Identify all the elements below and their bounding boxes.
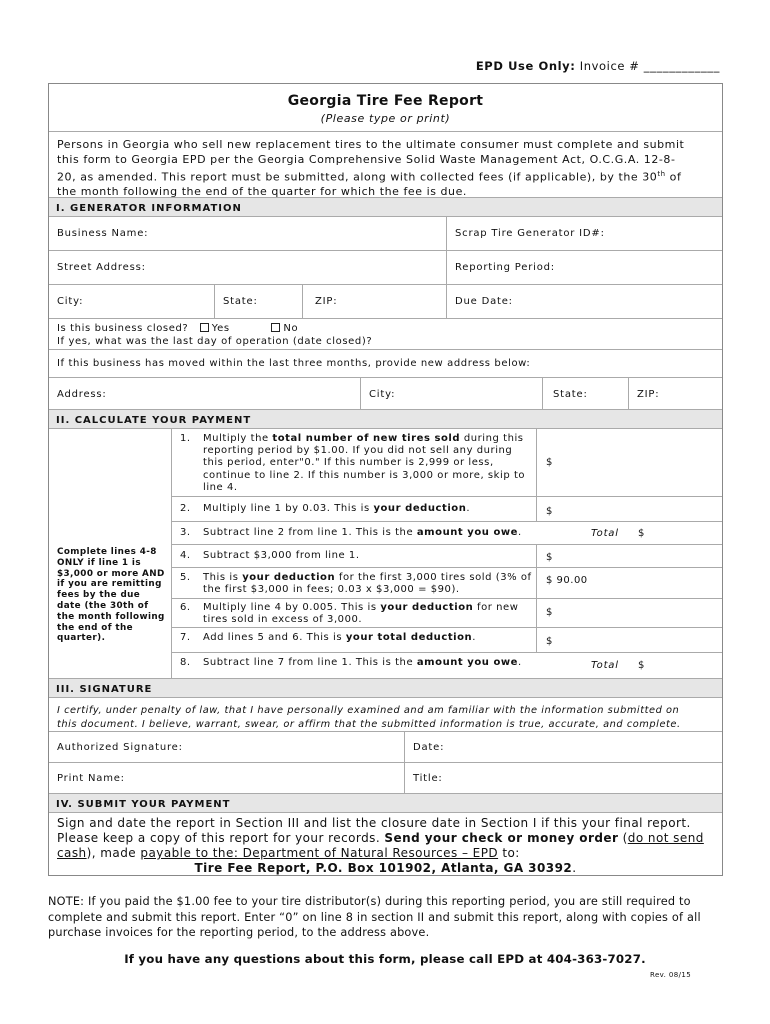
street-row <box>49 251 722 285</box>
calc-line-5-text <box>203 572 533 596</box>
calc-line-2-number: 2. <box>180 503 191 514</box>
calc-line-7-text <box>203 632 533 644</box>
calc-line-4-dollar: $ <box>546 552 553 563</box>
yes-label: Yes <box>211 323 230 334</box>
calc-line-3-total-label: Total <box>591 528 619 539</box>
calc-line-6 <box>172 599 722 628</box>
closed-question-line <box>57 323 722 336</box>
calc-line-5-pre: This is <box>203 572 243 583</box>
form-title: Georgia Tire Fee Report <box>287 93 484 109</box>
form-header <box>49 84 722 132</box>
new-address-field[interactable]: Address: <box>49 378 361 409</box>
calc-line-6-number: 6. <box>180 602 191 613</box>
footer-note <box>48 894 728 941</box>
date-field[interactable]: Date: <box>413 742 445 753</box>
calc-line-3-text <box>203 527 533 539</box>
footer-note-line-3: purchase invoices for the reporting period, to the address above. <box>48 926 430 939</box>
calc-line-5 <box>172 568 722 599</box>
calc-line-7-dollar: $ <box>546 636 553 647</box>
submit-line-3-cash: cash <box>57 846 87 860</box>
submit-line-3a: ), made <box>86 846 141 860</box>
calc-line-1-text <box>203 433 533 494</box>
submit-line-1: Sign and date the report in Section III and list the closure date in Section I if this your final report. <box>57 816 691 830</box>
state-field[interactable]: State: <box>215 285 303 318</box>
new-zip-field[interactable]: ZIP: <box>637 389 660 400</box>
calc-line-3 <box>172 522 722 545</box>
submit-line-3-payable: payable to the: Department of Natural Resources – EPD <box>140 846 499 860</box>
intro-text <box>49 132 722 198</box>
calc-line-8-text <box>203 657 533 669</box>
yes-checkbox[interactable] <box>200 323 209 332</box>
calc-line-1-pre: Multiply the <box>203 433 273 444</box>
calc-line-1-bold: total number of new tires sold <box>272 433 461 444</box>
new-state-field[interactable]: State: <box>543 378 629 409</box>
submit-line-2-underline: do not send <box>627 831 704 845</box>
calc-line-7-bold: your total deduction <box>345 632 473 643</box>
submit-line-3 <box>57 846 722 861</box>
section-1-heading: I. GENERATOR INFORMATION <box>49 198 722 217</box>
calc-line-2-text <box>203 503 533 515</box>
closed-question: Is this business closed? <box>57 323 189 334</box>
no-label: No <box>283 323 299 334</box>
form-subtitle: (Please type or print) <box>320 112 451 125</box>
calc-line-1-amount[interactable] <box>536 429 722 496</box>
epd-use-only <box>400 59 720 73</box>
certification-text <box>49 698 722 732</box>
footer-note-line-2: complete and submit this report. Enter “0” on line 8 in section II and submit this report, along with copies of all <box>48 910 701 924</box>
calc-line-1-number: 1. <box>180 433 191 444</box>
section-2-heading: II. CALCULATE YOUR PAYMENT <box>49 410 722 429</box>
no-checkbox[interactable] <box>271 323 280 332</box>
intro-line-1: Persons in Georgia who sell new replacement tires to the ultimate consumer must complete and submit <box>57 138 685 151</box>
intro-line-3 <box>57 167 714 185</box>
calc-line-3-number: 3. <box>180 527 191 538</box>
calc-line-3-bold: amount you owe <box>416 527 518 538</box>
calc-line-3-post: . <box>518 527 522 538</box>
calc-line-6-text <box>203 602 533 626</box>
calculation-table <box>49 429 722 679</box>
new-address-row <box>49 378 722 410</box>
submit-line-2a: Please keep a copy of this report for your records. <box>57 831 385 845</box>
calc-line-5-number: 5. <box>180 572 191 583</box>
calc-line-6-bold: your deduction <box>380 602 474 613</box>
mailing-address: Tire Fee Report, P.O. Box 101902, Atlanta, GA 30392 <box>194 861 573 875</box>
calc-line-8 <box>172 653 722 679</box>
street-address-field[interactable]: Street Address: <box>49 251 447 284</box>
calc-line-7-post: . <box>472 632 476 643</box>
calc-line-2-dollar: $ <box>546 506 553 517</box>
intro-line-3b: of <box>665 170 682 184</box>
calc-line-5-bold: your deduction <box>242 572 336 583</box>
footer-note-line-1: NOTE: If you paid the $1.00 fee to your tire distributor(s) during this reporting period, you are still required to <box>48 895 691 908</box>
calc-line-5-value: $ 90.00 <box>546 575 588 586</box>
calc-line-4 <box>172 545 722 568</box>
submit-line-2 <box>57 831 722 846</box>
calc-line-8-total-field[interactable]: $ <box>638 660 645 671</box>
calc-line-5-amount <box>536 568 722 598</box>
calc-line-8-total-label: Total <box>591 660 619 671</box>
calc-line-2-pre: Multiply line 1 by 0.03. This is <box>203 503 374 514</box>
intro-line-3-sup: th <box>657 170 666 178</box>
calc-line-7-amount[interactable] <box>536 628 722 652</box>
submit-line-3b: to: <box>498 846 520 860</box>
mailing-address-end: . <box>572 861 577 875</box>
business-name-field[interactable]: Business Name: <box>49 217 447 250</box>
business-row <box>49 217 722 251</box>
calc-line-3-total-field[interactable]: $ <box>638 528 645 539</box>
zip-field[interactable]: ZIP: <box>303 285 447 318</box>
tire-fee-form <box>48 83 723 876</box>
contact-phone-line: If you have any questions about this form, please call EPD at 404-363-7027. <box>124 952 646 966</box>
calc-line-4-number: 4. <box>180 550 191 561</box>
section-3-heading: III. SIGNATURE <box>49 679 722 698</box>
calc-line-6-post: for new tires sold in excess of 3,000. <box>203 602 519 626</box>
intro-line-3a: 20, as amended. This report must be submitted, along with collected fees (if applicable), by the 30 <box>57 170 658 184</box>
calc-line-4-amount[interactable] <box>536 545 722 567</box>
certify-line-2: this document. I believe, warrant, swear, or affirm that the submitted information is true, accurate, and complete. <box>57 718 681 730</box>
submit-instructions <box>49 813 722 875</box>
print-name-row <box>49 763 722 794</box>
submit-line-4 <box>57 861 722 876</box>
calc-line-7-number: 7. <box>180 632 191 643</box>
epd-use-only-label: EPD Use Only: <box>475 59 576 73</box>
calc-line-8-bold: amount you owe <box>416 657 518 668</box>
calc-line-3-pre: Subtract line 2 from line 1. This is the <box>203 527 417 538</box>
calc-line-1 <box>172 429 722 497</box>
title-field[interactable]: Title: <box>413 773 443 784</box>
calc-line-1-dollar: $ <box>546 457 553 468</box>
calc-line-7 <box>172 628 722 653</box>
calculation-note-column <box>49 429 172 679</box>
calc-line-8-post: . <box>518 657 522 668</box>
calc-line-6-pre: Multiply line 4 by 0.005. This is <box>203 602 381 613</box>
calc-line-2-post: . <box>466 503 471 514</box>
submit-line-2-bold: Send your check or money order <box>384 831 619 845</box>
calc-line-1-post: during this reporting period by $1.00. If you did not sell any during this period, enter"0." If this number is 2,999 or less, continue to line 2. If this number is 3,000 or more, skip to line 4. <box>203 433 526 493</box>
invoice-number-field[interactable]: Invoice # ____________ <box>579 59 720 73</box>
calc-line-8-pre: Subtract line 7 from line 1. This is the <box>203 657 417 668</box>
calc-line-6-amount[interactable] <box>536 599 722 627</box>
intro-line-2: this form to Georgia EPD per the Georgia Comprehensive Solid Waste Management Act, O.C.G.A. 12-8- <box>57 152 676 166</box>
moved-note: If this business has moved within the last three months, provide new address below: <box>49 350 722 378</box>
business-closed-row <box>49 319 722 350</box>
revision-label: Rev. 08/15 <box>650 971 692 979</box>
calc-line-2-amount[interactable] <box>536 497 722 521</box>
new-city-field[interactable]: City: <box>361 378 543 409</box>
due-date-field[interactable]: Due Date: <box>455 296 513 307</box>
last-day-question: If yes, what was the last day of operation (date closed)? <box>57 335 373 347</box>
calc-line-4-text: Subtract $3,000 from line 1. <box>203 550 360 561</box>
generator-id-field[interactable]: Scrap Tire Generator ID#: <box>455 228 605 239</box>
city-row <box>49 285 722 319</box>
city-field[interactable]: City: <box>49 285 215 318</box>
calc-line-2-bold: your deduction <box>373 503 467 514</box>
submit-line-2b: ( <box>618 831 628 845</box>
calc-line-7-pre: Add lines 5 and 6. This is <box>203 632 346 643</box>
calc-line-2 <box>172 497 722 522</box>
reporting-period-field[interactable]: Reporting Period: <box>455 262 555 273</box>
lines-4-8-note: Complete lines 4-8 ONLY if line 1 is $3,000 or more AND if you are remitting fees by the due date (the 30th of the month following the end of the quarter). <box>57 547 165 644</box>
certify-line-1: I certify, under penalty of law, that I have personally examined and am familiar with the information submitted on <box>57 705 680 716</box>
section-4-heading: IV. SUBMIT YOUR PAYMENT <box>49 794 722 813</box>
intro-line-4: the month following the end of the quarter for which the fee is due. <box>57 185 467 199</box>
calc-line-5-post: for the first 3,000 tires sold (3% of the first $3,000 in fees; 0.03 x $3,000 = $90). <box>203 572 532 596</box>
calc-line-6-dollar: $ <box>546 607 553 618</box>
signature-row <box>49 732 722 763</box>
calc-line-8-number: 8. <box>180 657 191 668</box>
authorized-signature-field[interactable]: Authorized Signature: <box>49 732 405 762</box>
print-name-field[interactable]: Print Name: <box>49 763 405 793</box>
